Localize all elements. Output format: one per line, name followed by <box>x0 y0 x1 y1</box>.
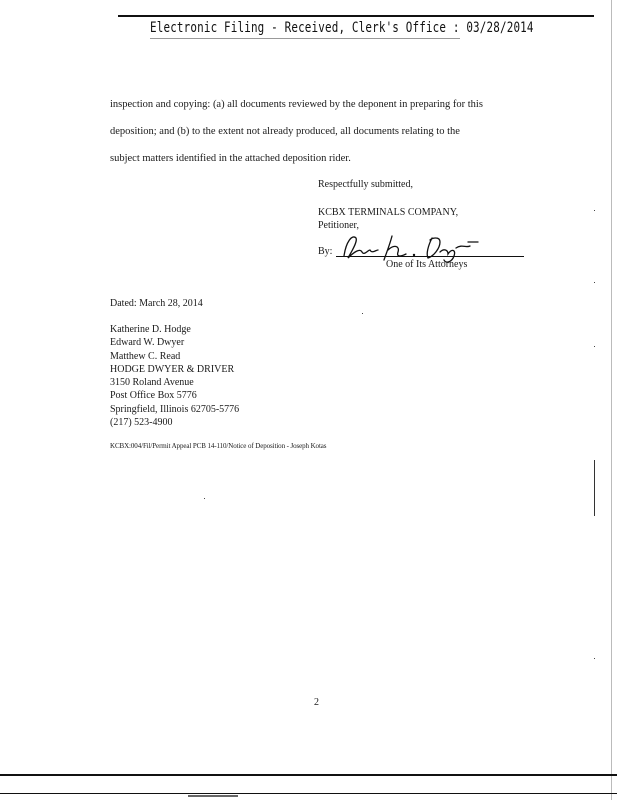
body-line-3: subject matters identified in the attached deposition rider. <box>110 153 351 164</box>
counsel-block <box>110 323 239 429</box>
bottom-border-line-secondary <box>0 793 617 794</box>
signature-by-label: By: <box>318 246 333 257</box>
bottom-border-line <box>0 774 617 776</box>
bottom-border-smudge <box>188 795 238 797</box>
counsel-line: 3150 Roland Avenue <box>110 377 194 389</box>
scan-speck <box>362 313 363 314</box>
closing-company: KCBX TERMINALS COMPANY, <box>318 207 459 218</box>
counsel-line: Edward W. Dwyer <box>110 337 185 349</box>
scan-speck <box>594 346 595 347</box>
body-line-2: deposition; and (b) to the extent not already produced, all documents relating to the <box>110 126 460 137</box>
right-edge-mark <box>611 0 612 800</box>
counsel-line: Springfield, Illinois 62705-5776 <box>110 403 240 415</box>
counsel-line: HODGE DWYER & DRIVER <box>110 363 235 375</box>
scan-speck <box>594 282 595 283</box>
counsel-line: Matthew C. Read <box>110 350 181 362</box>
date-line: Dated: March 28, 2014 <box>110 298 203 309</box>
closing-role: Petitioner, <box>318 220 359 231</box>
scan-speck <box>594 658 595 659</box>
scan-speck <box>204 498 205 499</box>
scan-speck <box>594 210 595 211</box>
page-number: 2 <box>314 697 319 708</box>
right-edge-mark <box>594 460 595 516</box>
body-line-1: inspection and copying: (a) all documents reviewed by the deponent in preparing for this <box>110 99 483 110</box>
closing-respectfully: Respectfully submitted, <box>318 179 413 190</box>
filing-stamp: Electronic Filing - Received, Clerk's Office : 03/28/2014 <box>150 20 534 36</box>
top-border-line <box>118 15 594 17</box>
top-border-line-secondary <box>150 38 460 39</box>
signature-line <box>336 256 524 257</box>
counsel-line: Post Office Box 5776 <box>110 390 197 402</box>
counsel-line: (217) 523-4900 <box>110 417 173 429</box>
signature-caption: One of Its Attorneys <box>386 259 468 270</box>
counsel-line: Katherine D. Hodge <box>110 324 191 335</box>
file-reference: KCBX:004/Fil/Permit Appeal PCB 14-110/Notice of Deposition - Joseph Kotas <box>110 442 327 450</box>
